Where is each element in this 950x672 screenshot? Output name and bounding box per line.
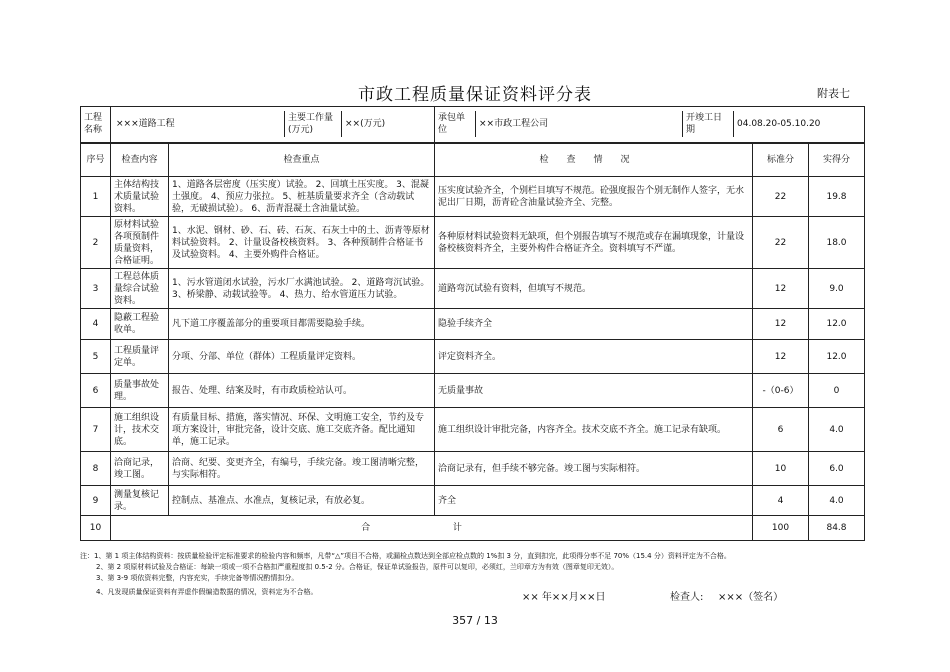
score-table — [80, 106, 865, 541]
info-row — [81, 107, 865, 143]
table-row — [81, 340, 865, 374]
row-situation: 道路弯沉试验有资料，但填写不规范。 — [435, 269, 753, 309]
row-std: -（0-6） — [753, 374, 809, 408]
row-situation: 无质量事故 — [435, 374, 753, 408]
row-no: 4 — [81, 309, 111, 340]
row-no: 5 — [81, 340, 111, 374]
row-actual: 6.0 — [809, 452, 865, 486]
row-std: 12 — [753, 309, 809, 340]
table-row — [81, 452, 865, 486]
row-content: 工程质量评定单。 — [111, 340, 169, 374]
note-item: 4、凡发现质量保证资料有弄虚作假编造数据的情况，资料定为不合格。 — [96, 588, 318, 596]
row-content: 工程总体质量综合试验资料。 — [111, 269, 169, 309]
row-situation: 洽商记录有，但手续不够完备。竣工图与实际相符。 — [435, 452, 753, 486]
row-focus: 1、污水管道闭水试验，污水厂水满池试验。 2、道路弯沉试验。3、桥梁静、动载试验等。 4、热力、给水管道压力试验。 — [169, 269, 435, 309]
row-std: 22 — [753, 177, 809, 217]
row-focus: 1、水泥、钢材、砂、石、砖、石灰、石灰土中的土、沥青等原材料试验资料。 2、计量设备校核资料。 3、各种预制件合格证书及试验资料。 4、主要外购件合格证。 — [169, 217, 435, 269]
row-std: 12 — [753, 340, 809, 374]
workload-label: 主要工作量(万元) — [285, 111, 342, 137]
row-situation: 施工组织设计审批完备，内容齐全。技术交底不齐全。施工记录有缺项。 — [435, 408, 753, 452]
row-situation: 齐全 — [435, 486, 753, 516]
header-content: 检查内容 — [111, 143, 169, 177]
note-item: 注：1、第 1 项主体结构资料：按质量检验评定标准要求的检验内容和频率，凡带“△”项目不合格，或漏检点数达到全部应检点数的 1%扣 3 分，直到扣完，此项得分率不足 70%（15.4 分）资料评定为不合格。 — [80, 552, 731, 560]
row-focus: 分项、分部、单位（群体）工程质量评定资料。 — [169, 340, 435, 374]
row-focus: 凡下道工序覆盖部分的重要项目都需要隐验手续。 — [169, 309, 435, 340]
row-no: 7 — [81, 408, 111, 452]
table-row — [81, 486, 865, 516]
row-situation: 隐验手续齐全 — [435, 309, 753, 340]
total-actual: 84.8 — [809, 516, 865, 541]
table-row — [81, 269, 865, 309]
total-row — [81, 516, 865, 541]
row-actual: 19.8 — [809, 177, 865, 217]
dates-label: 开竣工日期 — [683, 111, 734, 137]
header-no: 序号 — [81, 143, 111, 177]
row-std: 22 — [753, 217, 809, 269]
header-actual: 实得分 — [809, 143, 865, 177]
row-focus: 洽商、纪要、变更齐全，有编号，手续完备。竣工图清晰完整，与实际相符。 — [169, 452, 435, 486]
row-no: 1 — [81, 177, 111, 217]
row-no: 9 — [81, 486, 111, 516]
header-row — [81, 143, 865, 177]
table-row — [81, 374, 865, 408]
contractor-value: ××市政工程公司 — [476, 111, 683, 137]
row-no: 8 — [81, 452, 111, 486]
row-actual: 18.0 — [809, 217, 865, 269]
page-title: 市政工程质量保证资料评分表 — [358, 85, 592, 105]
appendix-label: 附表七 — [817, 87, 850, 100]
row-content: 施工组织设计，技术交底。 — [111, 408, 169, 452]
table-row — [81, 408, 865, 452]
project-label: 工程名称 — [81, 107, 111, 143]
row-content: 主体结构技术质量试验资料。 — [111, 177, 169, 217]
row-std: 12 — [753, 269, 809, 309]
project-value: ×××道路工程 — [111, 111, 285, 137]
table-row — [81, 217, 865, 269]
workload-value: ××(万元) — [345, 119, 386, 130]
row-no: 6 — [81, 374, 111, 408]
table-row — [81, 177, 865, 217]
row-focus: 控制点、基准点、水准点，复核记录，有放必复。 — [169, 486, 435, 516]
row-no: 2 — [81, 217, 111, 269]
contractor-label: 承包单位 — [435, 111, 476, 137]
note-item: 2、第 2 项原材料试验及合格证：每缺一项或一项不合格扣严重程度扣 0.5-2 分。合格证，保证单试验报告，原件可以复印，必须红，兰印章方为有效（图章复印无效）。 — [96, 563, 619, 571]
header-situation: 检查情况 — [435, 143, 753, 177]
row-std: 6 — [753, 408, 809, 452]
row-situation: 压实度试验齐全，个别栏目填写不规范。砼强度报告个别无制作人签字，无水泥出厂日期，沥青砼含油量试验齐全、完整。 — [435, 177, 753, 217]
total-no: 10 — [81, 516, 111, 541]
row-focus: 1、道路各层密度（压实度）试验。 2、回填土压实度。 3、混凝土强度。 4、预应力张拉。 5、桩基质量要求齐全（含动载试验，无破损试验）。 6、沥青混凝土含油量试验。 — [169, 177, 435, 217]
row-focus: 有质量目标、措施，落实情况、环保、文明施工安全，节约及专项方案设计，审批完备，设计交底、施工交底齐备。配比通知单，施工记录。 — [169, 408, 435, 452]
row-actual: 12.0 — [809, 340, 865, 374]
row-std: 10 — [753, 452, 809, 486]
row-actual: 9.0 — [809, 269, 865, 309]
row-actual: 12.0 — [809, 309, 865, 340]
row-std: 4 — [753, 486, 809, 516]
note-item: 3、第 3-9 项依资料完整，内容充实，手续完备等情况酌情扣分。 — [96, 574, 299, 582]
row-content: 测量复核记录。 — [111, 486, 169, 516]
row-situation: 评定资料齐全。 — [435, 340, 753, 374]
row-content: 洽商记录，竣工图。 — [111, 452, 169, 486]
row-situation: 各种原材料试验资料无缺项，但个别报告填写不规范或存在漏填现象，计量设备校核资料齐全，主要外构件合格证齐全。资料填写不严谨。 — [435, 217, 753, 269]
header-focus: 检查重点 — [169, 143, 435, 177]
row-no: 3 — [81, 269, 111, 309]
inspector-label: 检查人: — [670, 592, 704, 603]
table-row — [81, 309, 865, 340]
inspector-value: ×××（签名） — [718, 592, 784, 603]
row-actual: 0 — [809, 374, 865, 408]
header-std: 标准分 — [753, 143, 809, 177]
date-line: ×× 年××月××日 — [522, 592, 606, 603]
row-actual: 4.0 — [809, 408, 865, 452]
row-content: 原材料试验各项预制件质量资料，合格证明。 — [111, 217, 169, 269]
row-focus: 报告、处理、结案及时，有市政质检站认可。 — [169, 374, 435, 408]
dates-value: 04.08.20-05.10.20 — [737, 119, 821, 130]
total-std: 100 — [753, 516, 809, 541]
row-actual: 4.0 — [809, 486, 865, 516]
row-content: 质量事故处理。 — [111, 374, 169, 408]
total-label: 合 计 — [111, 516, 753, 541]
page-number: 357 / 13 — [452, 614, 498, 627]
row-content: 隐蔽工程验收单。 — [111, 309, 169, 340]
